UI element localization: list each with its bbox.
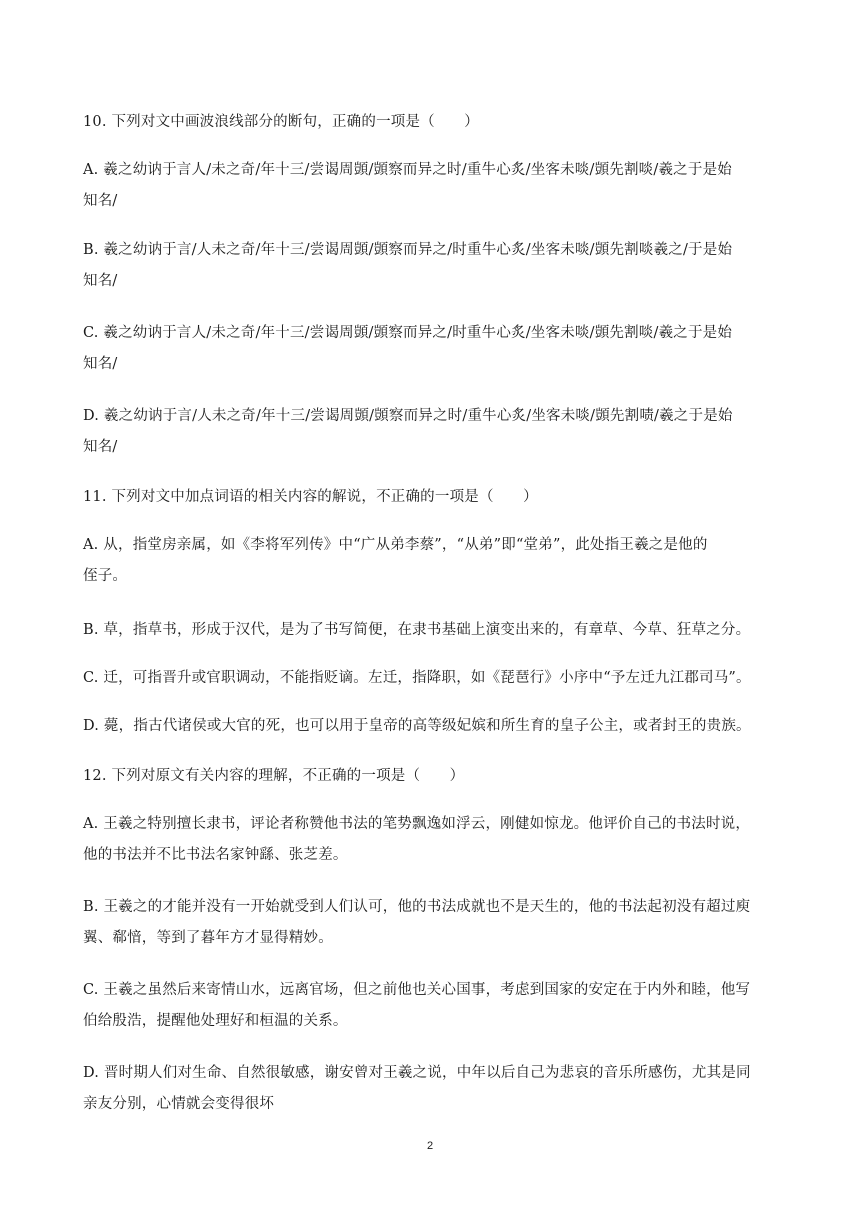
question-10-stem: 10. 下列对文中画波浪线部分的断句，正确的一项是（ ） bbox=[83, 114, 479, 130]
question-12-option-a-cont: 他的书法并不比书法名家钟繇、张芝差。 bbox=[83, 847, 348, 863]
question-11-option-a-cont: 侄子。 bbox=[83, 568, 128, 584]
question-12-option-c-cont: 伯给殷浩，提醒他处理好和桓温的关系。 bbox=[83, 1013, 348, 1029]
question-11-option-a: A. 从，指堂房亲属，如《李将军列传》中“广从弟李蔡”，“从弟”即“堂弟”，此处指王羲之是他的 bbox=[83, 537, 708, 553]
question-12-option-d: D. 晋时期人们对生命、自然很敏感，谢安曾对王羲之说，中年以后自己为悲哀的音乐所感伤，尤其是同 bbox=[83, 1065, 751, 1081]
question-11-stem: 11. 下列对文中加点词语的相关内容的解说，不正确的一项是（ ） bbox=[83, 489, 538, 505]
question-10-option-c: C. 羲之幼讷于言人/未之奇/年十三/尝谒周顗/顗察而异之/时重牛心炙/坐客未啖/顗先割啖/羲之于是始 bbox=[83, 325, 733, 341]
page-number: 2 bbox=[426, 1140, 434, 1152]
question-10-option-b-cont: 知名/ bbox=[83, 273, 118, 289]
question-12-option-d-cont: 亲友分别，心情就会变得很坏 bbox=[83, 1096, 275, 1112]
question-12-option-b-cont: 翼、郗愔，等到了暮年方才显得精妙。 bbox=[83, 930, 333, 946]
question-12-option-c: C. 王羲之虽然后来寄情山水，远离官场，但之前他也关心国事，考虑到国家的安定在于内外和睦，他写 bbox=[83, 982, 751, 998]
question-12-option-b: B. 王羲之的才能并没有一开始就受到人们认可，他的书法成就也不是天生的，他的书法起初没有超过庾 bbox=[83, 899, 751, 915]
question-12-option-a: A. 王羲之特别擅长隶书，评论者称赞他书法的笔势飘逸如浮云，刚健如惊龙。他评价自己的书法时说， bbox=[83, 816, 751, 832]
question-10-option-c-cont: 知名/ bbox=[83, 356, 118, 372]
question-10-option-b: B. 羲之幼讷于言/人未之奇/年十三/尝谒周顗/顗察而异之/时重牛心炙/坐客未啖/顗先割啖羲之/于是始 bbox=[83, 242, 733, 258]
question-12-stem: 12. 下列对原文有关内容的理解，不正确的一项是（ ） bbox=[83, 768, 465, 784]
question-10-option-d-cont: 知名/ bbox=[83, 439, 118, 455]
question-11-option-d: D. 薨，指古代诸侯或大官的死，也可以用于皇帝的高等级妃嫔和所生育的皇子公主，或者封王的贵族。 bbox=[83, 718, 751, 734]
question-10-option-a-cont: 知名/ bbox=[83, 193, 118, 209]
question-11-option-c: C. 迁，可指晋升或官职调动，不能指贬谪。左迁，指降职，如《琵琶行》小序中“予左迁九江郡司马”。 bbox=[83, 670, 751, 686]
question-11-option-b: B. 草，指草书，形成于汉代，是为了书写简便，在隶书基础上演变出来的，有章草、今草、狂草之分。 bbox=[83, 622, 751, 638]
question-10-option-d: D. 羲之幼讷于言/人未之奇/年十三/尝谒周顗/顗察而异之时/重牛心炙/坐客未啖/顗先割啧/羲之于是始 bbox=[83, 408, 733, 424]
question-10-option-a: A. 羲之幼讷于言人/未之奇/年十三/尝谒周顗/顗察而异之时/重牛心炙/坐客未啖/顗先割啖/羲之于是始 bbox=[83, 162, 732, 178]
